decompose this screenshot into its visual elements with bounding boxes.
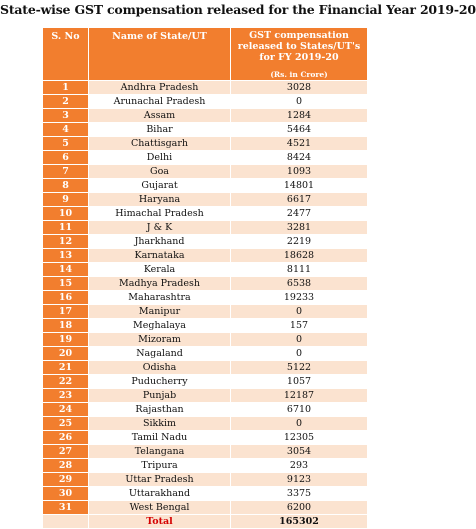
table-row: [43, 277, 368, 291]
row-sno: 22: [43, 375, 89, 389]
header-amount: [231, 28, 368, 81]
row-state-name: Telangana: [89, 445, 231, 459]
row-state-name: Haryana: [89, 193, 231, 207]
row-sno: 12: [43, 235, 89, 249]
table-body: [43, 81, 368, 529]
row-sno: 13: [43, 249, 89, 263]
table-row: [43, 123, 368, 137]
row-amount: 6538: [231, 277, 368, 291]
header-state-name: Name of State/UT: [89, 28, 231, 81]
row-state-name: Bihar: [89, 123, 231, 137]
row-state-name: J & K: [89, 221, 231, 235]
row-state-name: West Bengal: [89, 501, 231, 515]
row-amount: 6200: [231, 501, 368, 515]
table-row: [43, 417, 368, 431]
total-amount: 165302: [231, 515, 368, 529]
row-amount: 5464: [231, 123, 368, 137]
row-sno: 1: [43, 81, 89, 95]
table-row: [43, 95, 368, 109]
row-state-name: Assam: [89, 109, 231, 123]
row-amount: 3375: [231, 487, 368, 501]
table-row: [43, 487, 368, 501]
row-sno: 15: [43, 277, 89, 291]
row-state-name: Kerala: [89, 263, 231, 277]
table-row: [43, 305, 368, 319]
row-amount: 1284: [231, 109, 368, 123]
row-sno: 6: [43, 151, 89, 165]
row-state-name: Arunachal Pradesh: [89, 95, 231, 109]
row-sno: 5: [43, 137, 89, 151]
row-amount: 1093: [231, 165, 368, 179]
table-row: [43, 221, 368, 235]
table-row: [43, 207, 368, 221]
row-amount: 0: [231, 305, 368, 319]
row-sno: 30: [43, 487, 89, 501]
table-row: [43, 347, 368, 361]
row-amount: 8424: [231, 151, 368, 165]
row-state-name: Meghalaya: [89, 319, 231, 333]
table-row: [43, 179, 368, 193]
row-amount: 3054: [231, 445, 368, 459]
row-amount: 1057: [231, 375, 368, 389]
row-state-name: Nagaland: [89, 347, 231, 361]
row-sno: 31: [43, 501, 89, 515]
row-amount: 0: [231, 333, 368, 347]
table-row: [43, 333, 368, 347]
row-sno: 19: [43, 333, 89, 347]
table-row: [43, 459, 368, 473]
row-sno: 7: [43, 165, 89, 179]
row-state-name: Sikkim: [89, 417, 231, 431]
total-sno-cell: [43, 515, 89, 529]
row-state-name: Puducherry: [89, 375, 231, 389]
table-row: [43, 193, 368, 207]
row-state-name: Andhra Pradesh: [89, 81, 231, 95]
row-state-name: Manipur: [89, 305, 231, 319]
row-amount: 157: [231, 319, 368, 333]
table-row: [43, 291, 368, 305]
row-sno: 2: [43, 95, 89, 109]
total-row: [43, 515, 368, 529]
row-sno: 4: [43, 123, 89, 137]
row-sno: 16: [43, 291, 89, 305]
table-row: [43, 431, 368, 445]
row-amount: 6710: [231, 403, 368, 417]
row-state-name: Chattisgarh: [89, 137, 231, 151]
row-amount: 12187: [231, 389, 368, 403]
table-row: [43, 263, 368, 277]
row-amount: 19233: [231, 291, 368, 305]
row-sno: 10: [43, 207, 89, 221]
row-sno: 18: [43, 319, 89, 333]
table-row: [43, 137, 368, 151]
row-state-name: Odisha: [89, 361, 231, 375]
row-sno: 29: [43, 473, 89, 487]
row-state-name: Tamil Nadu: [89, 431, 231, 445]
row-amount: 2219: [231, 235, 368, 249]
table-row: [43, 165, 368, 179]
row-state-name: Himachal Pradesh: [89, 207, 231, 221]
gst-compensation-table: [42, 27, 368, 529]
row-state-name: Tripura: [89, 459, 231, 473]
table-row: [43, 445, 368, 459]
table-row: [43, 361, 368, 375]
page-title: State-wise GST compensation released for the Financial Year 2019-20: [0, 2, 476, 17]
row-sno: 25: [43, 417, 89, 431]
table-row: [43, 375, 368, 389]
row-amount: 18628: [231, 249, 368, 263]
table-row: [43, 109, 368, 123]
row-sno: 8: [43, 179, 89, 193]
row-sno: 17: [43, 305, 89, 319]
row-sno: 9: [43, 193, 89, 207]
row-sno: 27: [43, 445, 89, 459]
table-row: [43, 235, 368, 249]
row-state-name: Madhya Pradesh: [89, 277, 231, 291]
row-amount: 6617: [231, 193, 368, 207]
row-amount: 0: [231, 347, 368, 361]
row-sno: 11: [43, 221, 89, 235]
row-amount: 9123: [231, 473, 368, 487]
row-sno: 21: [43, 361, 89, 375]
row-sno: 20: [43, 347, 89, 361]
row-amount: 293: [231, 459, 368, 473]
row-amount: 8111: [231, 263, 368, 277]
table-row: [43, 473, 368, 487]
row-sno: 14: [43, 263, 89, 277]
row-state-name: Maharashtra: [89, 291, 231, 305]
header-sno: S. No: [43, 28, 89, 81]
table-row: [43, 81, 368, 95]
table-row: [43, 403, 368, 417]
row-state-name: Uttar Pradesh: [89, 473, 231, 487]
row-sno: 24: [43, 403, 89, 417]
table-row: [43, 151, 368, 165]
row-state-name: Gujarat: [89, 179, 231, 193]
row-sno: 26: [43, 431, 89, 445]
row-amount: 3281: [231, 221, 368, 235]
table-row: [43, 501, 368, 515]
row-state-name: Goa: [89, 165, 231, 179]
row-state-name: Uttarakhand: [89, 487, 231, 501]
row-state-name: Jharkhand: [89, 235, 231, 249]
row-state-name: Delhi: [89, 151, 231, 165]
table-header-row: [43, 28, 368, 81]
row-state-name: Mizoram: [89, 333, 231, 347]
row-state-name: Punjab: [89, 389, 231, 403]
row-sno: 3: [43, 109, 89, 123]
row-amount: 0: [231, 417, 368, 431]
row-amount: 4521: [231, 137, 368, 151]
row-amount: 14801: [231, 179, 368, 193]
row-sno: 23: [43, 389, 89, 403]
row-sno: 28: [43, 459, 89, 473]
row-amount: 0: [231, 95, 368, 109]
row-amount: 2477: [231, 207, 368, 221]
total-label: Total: [89, 515, 231, 529]
row-state-name: Karnataka: [89, 249, 231, 263]
header-amount-label: GST compensation released to States/UT's for FY 2019-20: [237, 30, 361, 63]
row-amount: 5122: [231, 361, 368, 375]
row-state-name: Rajasthan: [89, 403, 231, 417]
table-row: [43, 389, 368, 403]
row-amount: 3028: [231, 81, 368, 95]
table-row: [43, 319, 368, 333]
table-row: [43, 249, 368, 263]
row-amount: 12305: [231, 431, 368, 445]
header-unit: (Rs. in Crore): [270, 70, 328, 79]
